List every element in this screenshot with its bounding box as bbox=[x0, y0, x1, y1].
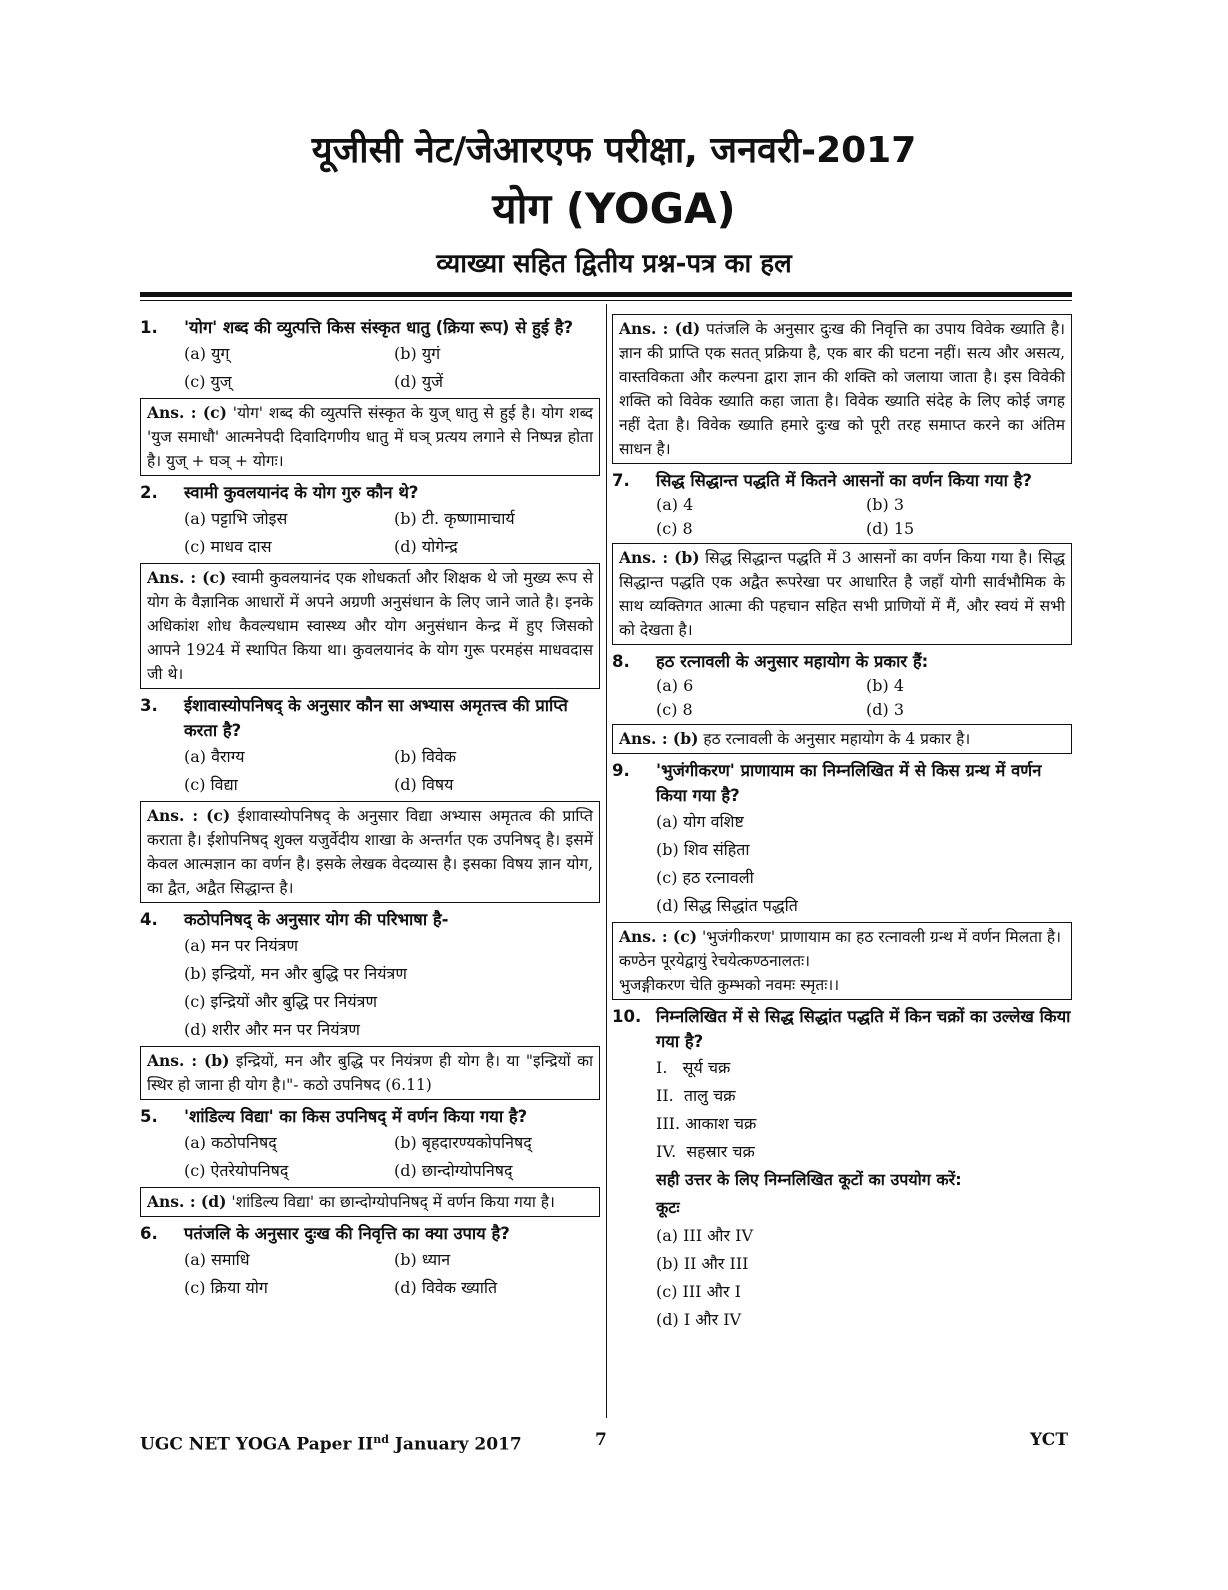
option: (d) शरीर और मन पर नियंत्रण bbox=[184, 1020, 360, 1039]
page-number: 7 bbox=[595, 1430, 607, 1450]
options-q5 bbox=[140, 1129, 600, 1185]
instruction-q10: सही उत्तर के लिए निम्नलिखित कूटों का उपयोग करें: bbox=[656, 1170, 962, 1189]
answer-box-q2: Ans. : (c) स्वामी कुवलयानंद एक शोधकर्ता और शिक्षक थे जो मुख्य रूप से योग के वैज्ञानिक आधारों में अपने अग्रणी अनुसंधान के लिए जाने जाते है। इनके अधिकांश शोध कैवल्यधाम स्वास्थ्य और योग अनुसंधान केन्द्र में हुए जिसको आपने 1924 में स्थापित किया था। कुवलयानंद के योग गुरू परमहंस माधवदास जी थे। bbox=[140, 563, 600, 689]
code-label-q10: कूटः bbox=[656, 1198, 680, 1217]
header-rule-thick bbox=[140, 292, 1072, 297]
column-divider bbox=[606, 304, 607, 1418]
option: (d) युजें bbox=[394, 372, 443, 391]
question-6: 6. पतंजलि के अनुसार दुःख की निवृत्ति का क्या उपाय है? bbox=[140, 1224, 510, 1243]
items-q10 bbox=[612, 1054, 1072, 1166]
option: (c) ऐतरेयोपनिषद् bbox=[184, 1161, 289, 1180]
list-item: III. आकाश चक्र bbox=[656, 1114, 757, 1133]
option: (b) 4 bbox=[866, 676, 904, 695]
question-5: 5. 'शांडिल्य विद्या' का किस उपनिषद् में वर्णन किया गया है? bbox=[140, 1107, 528, 1126]
option: (d) विवेक ख्याति bbox=[394, 1278, 498, 1297]
option: (d) योगेन्द्र bbox=[394, 537, 458, 556]
option: (a) III और IV bbox=[656, 1226, 754, 1245]
option: (b) II और III bbox=[656, 1254, 749, 1273]
option: (d) I और IV bbox=[656, 1310, 742, 1329]
options-q9 bbox=[612, 808, 1072, 920]
question-2: 2. स्वामी कुवलयानंद के योग गुरु कौन थे? bbox=[140, 483, 419, 502]
option: (d) 15 bbox=[866, 519, 915, 538]
option: (d) विषय bbox=[394, 775, 454, 794]
option: (b) टी. कृष्णामाचार्य bbox=[394, 509, 515, 528]
page-header bbox=[0, 128, 1228, 284]
option: (b) शिव संहिता bbox=[656, 840, 750, 859]
right-column bbox=[612, 312, 1072, 1334]
option: (d) 3 bbox=[866, 700, 904, 719]
answer-box-q5: Ans. : (d) 'शांडिल्य विद्या' का छान्दोग्योपनिषद् में वर्णन किया गया है। bbox=[140, 1187, 600, 1217]
option: (b) बृहदारण्यकोपनिषद् bbox=[394, 1133, 532, 1152]
option: (c) हठ रत्नावली bbox=[656, 868, 754, 887]
option: (a) पट्टाभि जोइस bbox=[184, 509, 288, 528]
answer-box-q7: Ans. : (b) सिद्ध सिद्धान्त पद्धति में 3 आसनों का वर्णन किया गया है। सिद्ध सिद्धान्त पद्धति एक अद्वैत रूपरेखा पर आधारित है जहाँ योगी सार्वभौमिक के साथ व्यक्तिगत आत्मा की पहचान सहित सभी प्राणियों में मैं, और स्वयं में सभी को देखता है। bbox=[612, 543, 1072, 645]
option: (d) सिद्ध सिद्धांत पद्धति bbox=[656, 896, 798, 915]
options-q8 bbox=[612, 674, 1072, 722]
question-3: 3. ईशावास्योपनिषद् के अनुसार कौन सा अभ्यास अमृतत्त्व की प्राप्ति करता है? bbox=[140, 696, 568, 740]
sanskrit-verse-line: भुजङ्गीकरण चेति कुम्भको नवमः स्मृतः।। bbox=[619, 976, 840, 994]
answer-box-q6: Ans. : (d) पतंजलि के अनुसार दुःख की निवृत्ति का उपाय विवेक ख्याति है। ज्ञान की प्राप्ति एक सतत् प्रक्रिया है, एक बार की घटना नहीं। सत्य और असत्य, वास्तविकता और कल्पना द्वारा ज्ञान की शक्ति को जलाया जाता है। इस विवेकी शक्ति को विवेक ख्याति कहा जाता है। विवेक ख्याति संदेह के लिए कोई जगह नहीं देता है। विवेक ख्याति हमारे दुःख को पूरी तरह समाप्त करने का अंतिम साधन है। bbox=[612, 314, 1072, 464]
answer-box-q8: Ans. : (b) हठ रत्नावली के अनुसार महायोग के 4 प्रकार है। bbox=[612, 724, 1072, 754]
question-10: 10. निम्नलिखित में से सिद्ध सिद्धांत पद्धति में किन चक्रों का उल्लेख किया गया है? bbox=[612, 1007, 1071, 1051]
footer-paper-info: UGC NET YOGA Paper IInd January 2017 bbox=[140, 1433, 522, 1455]
options-q6 bbox=[140, 1246, 600, 1302]
option: (a) समाधि bbox=[184, 1250, 250, 1269]
options-q7 bbox=[612, 493, 1072, 541]
option: (a) वैराग्य bbox=[184, 747, 245, 766]
exam-title: यूजीसी नेट/जेआरएफ परीक्षा, जनवरी-2017 bbox=[311, 130, 917, 171]
option: (b) ध्यान bbox=[394, 1250, 451, 1269]
option: (a) मन पर नियंत्रण bbox=[184, 936, 299, 955]
answer-box-q9: Ans. : (c) 'भुजंगीकरण' प्राणायाम का हठ रत्नावली ग्रन्थ में वर्णन मिलता है। कण्ठेन पूरयेद्वायुं रेचयेत्कण्ठनालतः। भुजङ्गीकरण चेति कुम्भको नवमः स्मृतः।। bbox=[612, 922, 1072, 1000]
options-q4 bbox=[140, 932, 600, 1044]
options-q2 bbox=[140, 505, 600, 561]
list-item: II. तालु चक्र bbox=[656, 1086, 736, 1105]
publisher-mark: YCT bbox=[1029, 1430, 1068, 1450]
options-q10 bbox=[612, 1222, 1072, 1334]
question-9: 9. 'भुजंगीकरण' प्राणायाम का निम्नलिखित में से किस ग्रन्थ में वर्णन किया गया है? bbox=[612, 761, 1042, 805]
option: (b) विवेक bbox=[394, 747, 457, 766]
option: (b) 3 bbox=[866, 495, 904, 514]
answer-box-q1: Ans. : (c) 'योग' शब्द की व्युत्पत्ति संस्कृत के युज् धातु से हुई है। योग शब्द 'युज समाधौ' आत्मनेपदी दिवादिगणीय धातु में घञ् प्रत्यय लगाने से निष्पन्न होता है। युज् + घञ् + योगः। bbox=[140, 398, 600, 476]
answer-box-q3: Ans. : (c) ईशावास्योपनिषद् के अनुसार विद्या अभ्यास अमृतत्व की प्राप्ति कराता है। ईशोपनिषद् शुक्ल यजुर्वेदीय शाखा के अन्तर्गत एक उपनिषद् है। इसमें केवल आत्मज्ञान का वर्णन है। इसके लेखक वेदव्यास है। इसका विषय ज्ञान योग, का द्वैत, अद्वैत सिद्धान्त है। bbox=[140, 801, 600, 903]
option: (c) 8 bbox=[656, 700, 693, 719]
question-7: 7. सिद्ध सिद्धान्त पद्धति में कितने आसनों का वर्णन किया गया है? bbox=[612, 471, 1032, 490]
option: (c) युज् bbox=[184, 372, 232, 391]
list-item: IV. सहस्रार चक्र bbox=[656, 1142, 755, 1161]
option: (c) क्रिया योग bbox=[184, 1278, 268, 1297]
option: (a) योग वशिष्ट bbox=[656, 812, 744, 831]
option: (b) इन्द्रियों, मन और बुद्धि पर नियंत्रण bbox=[184, 964, 407, 983]
list-item: I. सूर्य चक्र bbox=[656, 1058, 731, 1077]
subject-title: योग (YOGA) bbox=[492, 184, 736, 233]
question-1: 1. 'योग' शब्द की व्युत्पत्ति किस संस्कृत धातु (क्रिया रूप) से हुई है? bbox=[140, 318, 574, 337]
option: (a) 4 bbox=[656, 495, 694, 514]
answer-box-q4: Ans. : (b) इन्द्रियों, मन और बुद्धि पर नियंत्रण ही योग है। या "इन्द्रियों का स्थिर हो जाना ही योग है।"- कठो उपनिषद (6.11) bbox=[140, 1046, 600, 1100]
option: (a) युग् bbox=[184, 344, 230, 363]
option: (c) इन्द्रियों और बुद्धि पर नियंत्रण bbox=[184, 992, 378, 1011]
option: (a) 6 bbox=[656, 676, 694, 695]
paper-subtitle: व्याख्या सहित द्वितीय प्रश्न-पत्र का हल bbox=[436, 249, 792, 279]
question-8: 8. हठ रत्नावली के अनुसार महायोग के प्रकार हैं: bbox=[612, 652, 929, 671]
question-4: 4. कठोपनिषद् के अनुसार योग की परिभाषा है- bbox=[140, 910, 449, 929]
header-rule-thin bbox=[140, 300, 1072, 301]
sanskrit-verse-line: कण्ठेन पूरयेद्वायुं रेचयेत्कण्ठनालतः। bbox=[619, 952, 811, 970]
option: (c) 8 bbox=[656, 519, 693, 538]
options-q1 bbox=[140, 340, 600, 396]
option: (c) III और I bbox=[656, 1282, 741, 1301]
option: (c) माधव दास bbox=[184, 537, 272, 556]
left-column bbox=[140, 312, 600, 1302]
option: (a) कठोपनिषद् bbox=[184, 1133, 277, 1152]
options-q3 bbox=[140, 743, 600, 799]
option: (d) छान्दोग्योपनिषद् bbox=[394, 1161, 513, 1180]
option: (c) विद्या bbox=[184, 775, 238, 794]
option: (b) युगं bbox=[394, 344, 441, 363]
